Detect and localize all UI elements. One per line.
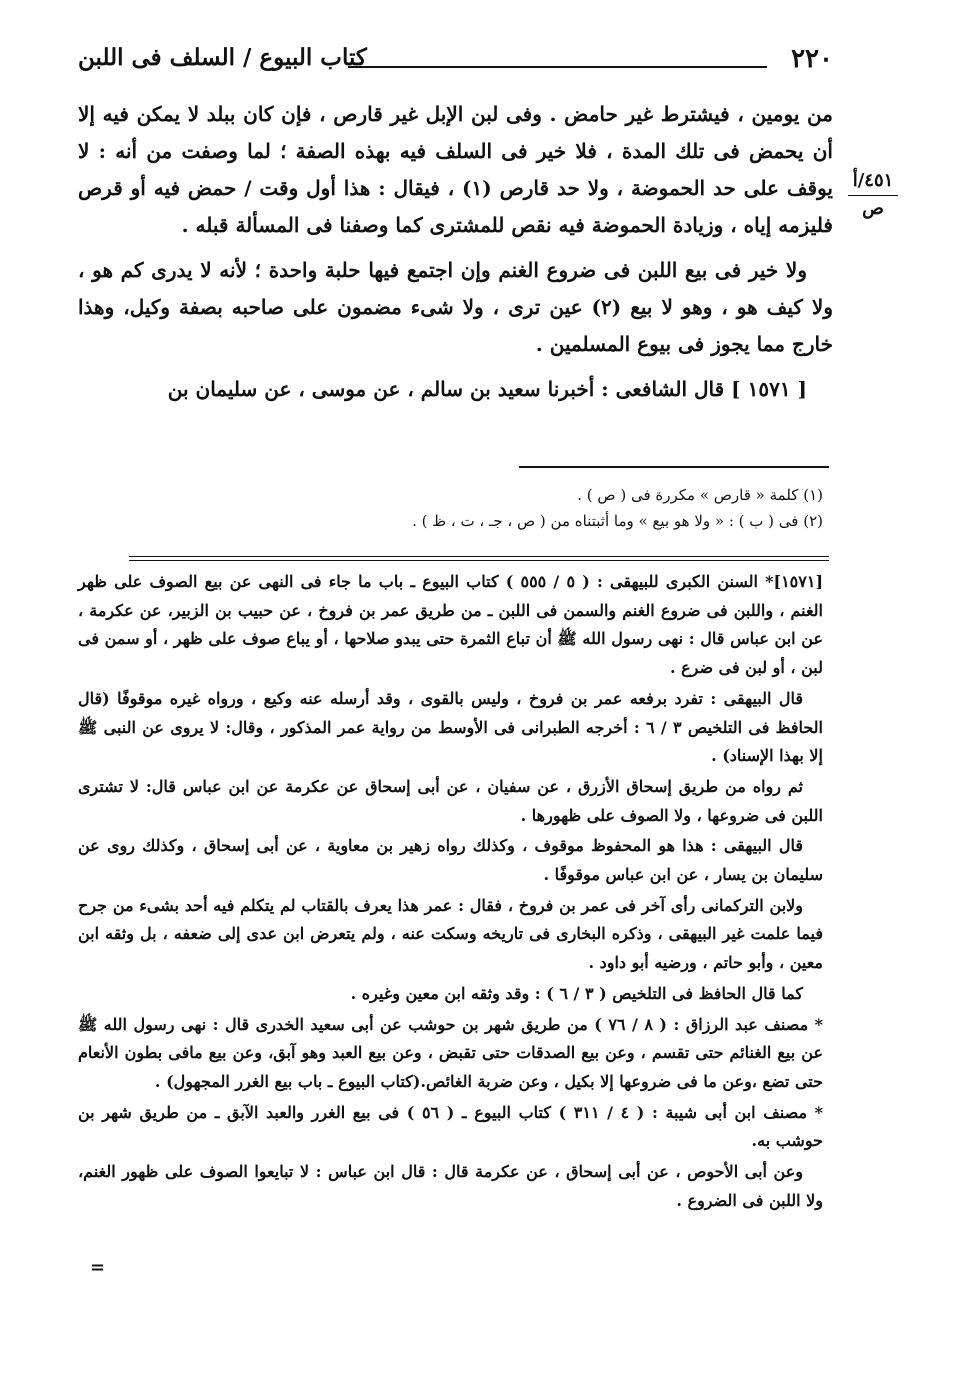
page-header — [78, 44, 833, 84]
main-paragraph: ولا خير فى بيع اللبن فى ضروع الغنم وإن اجتمع فيها حلبة واحدة ؛ لأنه لا يدرى كم هو ، ولا كيف هو ، وهو لا بيع (٢) عين ترى ، ولا شىء مضمون على صاحبه بصفة وكيل، وهذا خارج مما يجوز فى بيوع المسلمين . — [78, 258, 833, 356]
main-paragraph: من يومين ، فيشترط غير حامض . وفى لبن الإبل غير قارص ، فإن كان ببلد لا يمكن فيه إلا أن يحمض فى تلك المدة ، فلا خير فى السلف فيه بهذه الصفة ؛ لما وصفت من أنه : لا يوقف على حد الحموضة ، ولا حد قارص (١) ، فيقال : هذا أول وقت / حمض فيه أو قرص فليزمه إياه ، وزيادة الحموضة فيه نقص للمشترى كما وصفنا فى المسألة قبله . — [78, 102, 833, 237]
footnote-rule — [519, 466, 829, 468]
commentary-paragraph: [١٥٧١]* السنن الكبرى للبيهقى : ( ٥ / ٥٥٥ ) كتاب البيوع ـ باب ما جاء فى النهى عن بيع الصوف على ظهر الغنم ، واللبن فى ضروع الغنم والسمن فى اللبن ـ من طريق عمر بن فروخ ، عن حبيب بن الزبير، عن عكرمة ، عن ابن عباس قال : نهى رسول الله ﷺ أن تباع الثمرة حتى يبدو صلاحها ، أو يباع صوف على ظهر ، أو سمن فى لبن ، أو لبن فى ضرع . — [78, 572, 824, 678]
commentary-paragraph: وعن أبى الأحوص ، عن أبى إسحاق ، عن عكرمة قال : قال ابن عباس : لا تبايعوا الصوف على ظهور الغنم، ولا اللبن فى الضروع . — [78, 1162, 823, 1210]
main-text — [78, 96, 833, 416]
commentary-paragraph: قال البيهقى : تفرد برفعه عمر بن فروخ ، وليس بالقوى ، وقد أرسله عنه وكيع ، ورواه غيره موقوفًا (قال الحافظ فى التلخيص ٣ / ٦ : أخرجه الطبرانى فى الأوسط من رواية عمر المذكور ، وقال: لا يروى عن النبى ﷺ إلا بهذا الإسناد) . — [78, 688, 824, 766]
footnote: (٢) فى ( ب ) : « ولا هو بيع » وما أثبتناه من ( ص ، جـ ، ت ، ظ ) . — [412, 512, 823, 530]
commentary-separator — [129, 560, 829, 561]
footnote: (١) كلمة « قارص » مكررة فى ( ص ) . — [577, 486, 823, 504]
commentary-separator — [129, 556, 829, 557]
commentary-paragraph: ولابن التركمانى رأى آخر فى عمر بن فروخ ، فقال : عمر هذا يعرف بالقتاب لم يتكلم فيه أحد بشىء من جرح فيما علمت غير البيهقى ، وذكره البخارى فى تاريخه وسكت عنه ، ولم يتعرض ابن عدى إلى ضعفه ، بل وثقه ابن معين ، وأبو حاتم ، ورضيه أبو داود . — [78, 895, 824, 973]
hadith-paragraph: [ ١٥٧١ ] قال الشافعى : أخبرنا سعيد بن سالم ، عن موسى ، عن سليمان بن — [167, 377, 807, 401]
manuscript-side-reference — [848, 170, 898, 219]
continuation-mark: = — [90, 1257, 106, 1278]
commentary-paragraph: * مصنف ابن أبى شيبة : ( ٤ / ٣١١ ) كتاب البيوع ـ ( ٥٦ ) فى بيع الغرر والعبد الآبق ـ من طريق شهر بن حوشب به. — [78, 1102, 824, 1151]
commentary-paragraph: * مصنف عبد الرزاق : ( ٨ / ٧٦ ) من طريق شهر بن حوشب عن أبى سعيد الخدرى قال : نهى رسول الله ﷺ عن بيع الغنائم حتى تقسم ، وعن بيع الصدقات حتى تقبض ، وعن بيع العبد وهو آبق، وعن بيع مافى بطون الأنعام حتى تضع ،وعن ما فى ضروعها إلا بكيل ، وعن ضربة الغائص.(كتاب البيوع ـ باب بيع الغرر المجهول) . — [78, 1014, 823, 1091]
commentary-paragraph: قال البيهقى : هذا هو المحفوظ موقوف ، وكذلك رواه زهير بن معاوية ، عن أبى إسحاق ، وكذلك روى عن سليمان بن يسار ، عن ابن عباس موقوفًا . — [78, 836, 823, 885]
page-number: ٢٢٠ — [791, 44, 833, 74]
manuscript-folio-number: ٤٥١/أ — [848, 170, 898, 196]
takhrij-commentary — [78, 568, 823, 1217]
footnotes — [78, 482, 823, 534]
running-title: كتاب البيوع / السلف فى اللبن — [78, 44, 367, 71]
commentary-paragraph: ثم رواه من طريق إسحاق الأزرق ، عن سفيان ، عن أبى إسحاق عن عكرمة عن ابن عباس قال: لا تشترى اللبن فى ضروعها ، ولا الصوف على ظهورها . — [78, 776, 823, 825]
header-rule — [348, 66, 767, 68]
manuscript-siglum: ص — [862, 198, 884, 219]
commentary-paragraph: كما قال الحافظ فى التلخيص ( ٣ / ٦ ) : وقد وثقه ابن معين وغيره . — [350, 983, 803, 1003]
